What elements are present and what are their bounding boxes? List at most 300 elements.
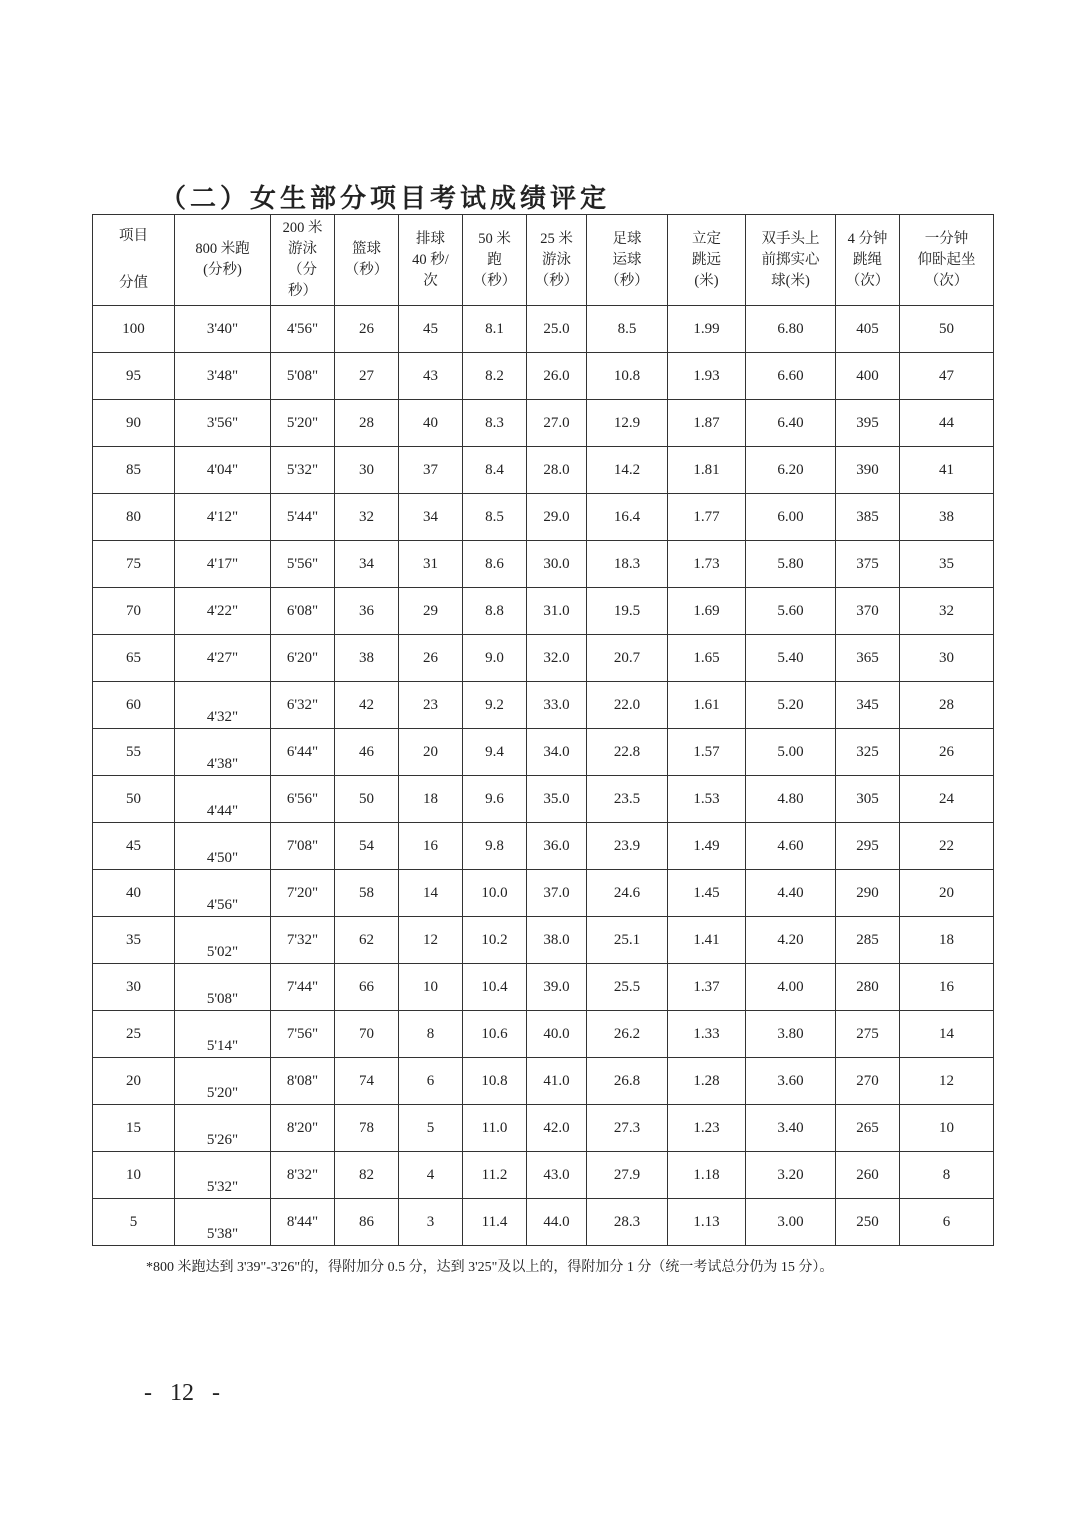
value-cell: 16.4: [587, 494, 668, 541]
column-header-line: （次）: [845, 272, 890, 289]
table-body: [93, 306, 994, 1246]
score-cell: 45: [93, 823, 175, 870]
value-cell: 18: [900, 917, 994, 964]
value-cell: 8: [399, 1011, 463, 1058]
value-cell: 5'32": [175, 1152, 271, 1199]
column-header: [836, 215, 900, 306]
value-cell: 5'38": [175, 1199, 271, 1246]
value-cell: 40.0: [527, 1011, 587, 1058]
value-cell: 50: [900, 306, 994, 353]
score-table: [92, 214, 994, 1246]
value-cell: 9.2: [463, 682, 527, 729]
value-cell: 1.81: [668, 447, 746, 494]
value-cell: 1.13: [668, 1199, 746, 1246]
value-cell: 7'44": [271, 964, 335, 1011]
value-cell: 66: [335, 964, 399, 1011]
value-cell: 9.0: [463, 635, 527, 682]
value-cell: 6: [900, 1199, 994, 1246]
value-cell: 20: [900, 870, 994, 917]
value-cell: 54: [335, 823, 399, 870]
value-cell: 4.40: [746, 870, 836, 917]
value-cell: 28: [900, 682, 994, 729]
value-cell: 7'20": [271, 870, 335, 917]
value-cell: 47: [900, 353, 994, 400]
value-cell: 9.8: [463, 823, 527, 870]
score-cell: 75: [93, 541, 175, 588]
value-cell: 36: [335, 588, 399, 635]
value-cell: 1.53: [668, 776, 746, 823]
value-cell: 6'44": [271, 729, 335, 776]
value-cell: 23: [399, 682, 463, 729]
header-corner-bottom: 分值: [119, 275, 148, 291]
value-cell: 70: [335, 1011, 399, 1058]
value-cell: 1.61: [668, 682, 746, 729]
value-cell: 3.80: [746, 1011, 836, 1058]
table-row: [93, 1105, 994, 1152]
score-cell: 30: [93, 964, 175, 1011]
value-cell: 46: [335, 729, 399, 776]
value-cell: 5'44": [271, 494, 335, 541]
column-header: [399, 215, 463, 306]
value-cell: 74: [335, 1058, 399, 1105]
column-header-line: 800 米跑: [195, 241, 250, 257]
value-cell: 305: [836, 776, 900, 823]
value-cell: 11.4: [463, 1199, 527, 1246]
score-cell: 40: [93, 870, 175, 917]
table-row: [93, 729, 994, 776]
value-cell: 10: [399, 964, 463, 1011]
value-cell: 25.5: [587, 964, 668, 1011]
value-cell: 290: [836, 870, 900, 917]
value-cell: 28.0: [527, 447, 587, 494]
value-cell: 34.0: [527, 729, 587, 776]
value-cell: 8.5: [463, 494, 527, 541]
value-cell: 29: [399, 588, 463, 635]
column-header-line: （次）: [924, 272, 969, 289]
score-cell: 90: [93, 400, 175, 447]
value-cell: 20.7: [587, 635, 668, 682]
value-cell: 1.93: [668, 353, 746, 400]
value-cell: 10.8: [587, 353, 668, 400]
table-row: [93, 823, 994, 870]
value-cell: 1.65: [668, 635, 746, 682]
column-header-line: 篮球: [352, 241, 381, 257]
value-cell: 30: [900, 635, 994, 682]
value-cell: 38: [900, 494, 994, 541]
value-cell: 400: [836, 353, 900, 400]
value-cell: 8'20": [271, 1105, 335, 1152]
column-header-line: 跳绳: [853, 251, 882, 268]
page-title: （二）女生部分项目考试成绩评定: [160, 184, 611, 214]
value-cell: 86: [335, 1199, 399, 1246]
value-cell: 1.87: [668, 400, 746, 447]
value-cell: 6.00: [746, 494, 836, 541]
value-cell: 5.60: [746, 588, 836, 635]
column-header-line: 25 米: [540, 230, 573, 247]
value-cell: 31.0: [527, 588, 587, 635]
value-cell: 8.5: [587, 306, 668, 353]
value-cell: 28: [335, 400, 399, 447]
value-cell: 12: [900, 1058, 994, 1105]
score-cell: 95: [93, 353, 175, 400]
value-cell: 1.49: [668, 823, 746, 870]
value-cell: 82: [335, 1152, 399, 1199]
score-cell: 60: [93, 682, 175, 729]
value-cell: 370: [836, 588, 900, 635]
value-cell: 5.80: [746, 541, 836, 588]
value-cell: 5.00: [746, 729, 836, 776]
value-cell: 38: [335, 635, 399, 682]
value-cell: 39.0: [527, 964, 587, 1011]
column-header: [463, 215, 527, 306]
header-corner: [93, 215, 175, 306]
value-cell: 3.20: [746, 1152, 836, 1199]
value-cell: 375: [836, 541, 900, 588]
value-cell: 32.0: [527, 635, 587, 682]
value-cell: 1.77: [668, 494, 746, 541]
header-corner-top: 项目: [119, 228, 148, 244]
value-cell: 1.99: [668, 306, 746, 353]
value-cell: 38.0: [527, 917, 587, 964]
value-cell: 1.33: [668, 1011, 746, 1058]
value-cell: 25.1: [587, 917, 668, 964]
value-cell: 27: [335, 353, 399, 400]
table-row: [93, 917, 994, 964]
table-row: [93, 776, 994, 823]
score-cell: 25: [93, 1011, 175, 1058]
value-cell: 4'56": [175, 870, 271, 917]
column-header-line: 立定: [692, 230, 721, 247]
score-cell: 65: [93, 635, 175, 682]
table-row: [93, 1199, 994, 1246]
value-cell: 3.60: [746, 1058, 836, 1105]
value-cell: 9.4: [463, 729, 527, 776]
value-cell: 45: [399, 306, 463, 353]
score-cell: 10: [93, 1152, 175, 1199]
column-header-line: 球(米): [771, 272, 810, 289]
value-cell: 42.0: [527, 1105, 587, 1152]
value-cell: 8'32": [271, 1152, 335, 1199]
column-header-line: 游泳: [542, 251, 571, 268]
value-cell: 10.2: [463, 917, 527, 964]
value-cell: 14: [399, 870, 463, 917]
value-cell: 14: [900, 1011, 994, 1058]
value-cell: 26.2: [587, 1011, 668, 1058]
table-row: [93, 447, 994, 494]
value-cell: 365: [836, 635, 900, 682]
value-cell: 41.0: [527, 1058, 587, 1105]
value-cell: 4'17": [175, 541, 271, 588]
value-cell: 1.41: [668, 917, 746, 964]
score-cell: 70: [93, 588, 175, 635]
value-cell: 4'27": [175, 635, 271, 682]
value-cell: 8.2: [463, 353, 527, 400]
value-cell: 10.4: [463, 964, 527, 1011]
value-cell: 5'32": [271, 447, 335, 494]
column-header-line: 4 分钟: [847, 230, 888, 247]
value-cell: 3: [399, 1199, 463, 1246]
value-cell: 4.60: [746, 823, 836, 870]
value-cell: 4: [399, 1152, 463, 1199]
value-cell: 11.0: [463, 1105, 527, 1152]
value-cell: 7'56": [271, 1011, 335, 1058]
column-header-line: 秒）: [288, 283, 317, 299]
value-cell: 8'44": [271, 1199, 335, 1246]
value-cell: 33.0: [527, 682, 587, 729]
value-cell: 260: [836, 1152, 900, 1199]
value-cell: 4'50": [175, 823, 271, 870]
value-cell: 10: [900, 1105, 994, 1152]
table-header-row: [93, 215, 994, 306]
value-cell: 16: [399, 823, 463, 870]
value-cell: 26: [399, 635, 463, 682]
score-cell: 85: [93, 447, 175, 494]
column-header-line: （分: [288, 262, 317, 278]
value-cell: 6.80: [746, 306, 836, 353]
column-header-line: 双手头上: [761, 230, 820, 247]
value-cell: 19.5: [587, 588, 668, 635]
value-cell: 4.20: [746, 917, 836, 964]
table-row: [93, 1058, 994, 1105]
value-cell: 34: [399, 494, 463, 541]
value-cell: 30.0: [527, 541, 587, 588]
value-cell: 395: [836, 400, 900, 447]
value-cell: 7'08": [271, 823, 335, 870]
column-header-line: 运球: [612, 251, 642, 268]
value-cell: 10.6: [463, 1011, 527, 1058]
value-cell: 295: [836, 823, 900, 870]
table-row: [93, 1011, 994, 1058]
column-header-line: (分秒): [203, 262, 242, 278]
table-row: [93, 1152, 994, 1199]
column-header: [527, 215, 587, 306]
value-cell: 4'38": [175, 729, 271, 776]
value-cell: 18: [399, 776, 463, 823]
value-cell: 6'20": [271, 635, 335, 682]
column-header: [668, 215, 746, 306]
value-cell: 11.2: [463, 1152, 527, 1199]
value-cell: 10.0: [463, 870, 527, 917]
value-cell: 24: [900, 776, 994, 823]
value-cell: 5: [399, 1105, 463, 1152]
value-cell: 58: [335, 870, 399, 917]
value-cell: 270: [836, 1058, 900, 1105]
value-cell: 385: [836, 494, 900, 541]
value-cell: 1.18: [668, 1152, 746, 1199]
value-cell: 4'12": [175, 494, 271, 541]
value-cell: 78: [335, 1105, 399, 1152]
value-cell: 16: [900, 964, 994, 1011]
table-row: [93, 635, 994, 682]
value-cell: 26: [335, 306, 399, 353]
column-header: [271, 215, 335, 306]
value-cell: 26.0: [527, 353, 587, 400]
score-cell: 55: [93, 729, 175, 776]
column-header-line: （秒）: [534, 272, 579, 289]
value-cell: 1.73: [668, 541, 746, 588]
value-cell: 22: [900, 823, 994, 870]
column-header-line: 前掷实心: [761, 251, 820, 268]
value-cell: 5'14": [175, 1011, 271, 1058]
value-cell: 8.6: [463, 541, 527, 588]
value-cell: 4'22": [175, 588, 271, 635]
value-cell: 22.0: [587, 682, 668, 729]
value-cell: 345: [836, 682, 900, 729]
column-header-line: （秒）: [472, 272, 517, 289]
value-cell: 1.28: [668, 1058, 746, 1105]
value-cell: 6.60: [746, 353, 836, 400]
column-header-line: 50 米: [478, 230, 511, 247]
value-cell: 40: [399, 400, 463, 447]
value-cell: 250: [836, 1199, 900, 1246]
footnote: *800 米跑达到 3'39"-3'26"的，得附加分 0.5 分，达到 3'25"及以上的，得附加分 1 分（统一考试总分仍为 15 分）。: [146, 1260, 834, 1275]
value-cell: 4.80: [746, 776, 836, 823]
value-cell: 35.0: [527, 776, 587, 823]
page-number: - 12 -: [144, 1380, 220, 1406]
value-cell: 4'44": [175, 776, 271, 823]
value-cell: 27.0: [527, 400, 587, 447]
table-row: [93, 964, 994, 1011]
column-header-line: 排球: [416, 230, 445, 247]
value-cell: 5'08": [175, 964, 271, 1011]
value-cell: 62: [335, 917, 399, 964]
column-header: [587, 215, 668, 306]
value-cell: 36.0: [527, 823, 587, 870]
value-cell: 5'56": [271, 541, 335, 588]
value-cell: 23.9: [587, 823, 668, 870]
value-cell: 25.0: [527, 306, 587, 353]
value-cell: 390: [836, 447, 900, 494]
column-header-line: 次: [423, 272, 438, 289]
value-cell: 24.6: [587, 870, 668, 917]
value-cell: 35: [900, 541, 994, 588]
value-cell: 265: [836, 1105, 900, 1152]
value-cell: 280: [836, 964, 900, 1011]
value-cell: 5.40: [746, 635, 836, 682]
value-cell: 50: [335, 776, 399, 823]
value-cell: 28.3: [587, 1199, 668, 1246]
value-cell: 5'08": [271, 353, 335, 400]
value-cell: 3'48": [175, 353, 271, 400]
value-cell: 6'56": [271, 776, 335, 823]
value-cell: 37: [399, 447, 463, 494]
column-header-line: 游泳: [288, 241, 317, 257]
value-cell: 5'20": [175, 1058, 271, 1105]
column-header-line: （秒）: [605, 272, 649, 289]
column-header: [746, 215, 836, 306]
value-cell: 41: [900, 447, 994, 494]
value-cell: 3.40: [746, 1105, 836, 1152]
value-cell: 31: [399, 541, 463, 588]
table-row: [93, 588, 994, 635]
value-cell: 20: [399, 729, 463, 776]
column-header-line: (米): [694, 272, 719, 289]
column-header-line: （秒）: [344, 262, 389, 278]
value-cell: 43: [399, 353, 463, 400]
column-header-line: 跳远: [692, 251, 721, 268]
value-cell: 26: [900, 729, 994, 776]
value-cell: 8.3: [463, 400, 527, 447]
value-cell: 29.0: [527, 494, 587, 541]
value-cell: 1.57: [668, 729, 746, 776]
table-row: [93, 353, 994, 400]
value-cell: 6'08": [271, 588, 335, 635]
value-cell: 42: [335, 682, 399, 729]
value-cell: 275: [836, 1011, 900, 1058]
value-cell: 12: [399, 917, 463, 964]
column-header-line: 40 秒/: [412, 251, 449, 268]
value-cell: 1.69: [668, 588, 746, 635]
table-row: [93, 494, 994, 541]
value-cell: 9.6: [463, 776, 527, 823]
value-cell: 8.8: [463, 588, 527, 635]
column-header-line: 足球: [612, 230, 642, 247]
value-cell: 27.3: [587, 1105, 668, 1152]
score-cell: 50: [93, 776, 175, 823]
value-cell: 27.9: [587, 1152, 668, 1199]
value-cell: 5'26": [175, 1105, 271, 1152]
table-row: [93, 306, 994, 353]
column-header-line: 跑: [487, 251, 502, 268]
value-cell: 405: [836, 306, 900, 353]
value-cell: 1.23: [668, 1105, 746, 1152]
column-header-line: 200 米: [282, 220, 323, 236]
value-cell: 43.0: [527, 1152, 587, 1199]
value-cell: 7'32": [271, 917, 335, 964]
value-cell: 285: [836, 917, 900, 964]
value-cell: 3.00: [746, 1199, 836, 1246]
value-cell: 32: [900, 588, 994, 635]
value-cell: 34: [335, 541, 399, 588]
value-cell: 44.0: [527, 1199, 587, 1246]
value-cell: 37.0: [527, 870, 587, 917]
value-cell: 3'40": [175, 306, 271, 353]
value-cell: 44: [900, 400, 994, 447]
value-cell: 5'02": [175, 917, 271, 964]
value-cell: 1.37: [668, 964, 746, 1011]
score-cell: 35: [93, 917, 175, 964]
value-cell: 23.5: [587, 776, 668, 823]
column-header: [175, 215, 271, 306]
value-cell: 12.9: [587, 400, 668, 447]
value-cell: 4'56": [271, 306, 335, 353]
value-cell: 22.8: [587, 729, 668, 776]
table-row: [93, 400, 994, 447]
value-cell: 26.8: [587, 1058, 668, 1105]
value-cell: 8.1: [463, 306, 527, 353]
value-cell: 6'32": [271, 682, 335, 729]
score-cell: 5: [93, 1199, 175, 1246]
value-cell: 18.3: [587, 541, 668, 588]
value-cell: 5'20": [271, 400, 335, 447]
value-cell: 14.2: [587, 447, 668, 494]
value-cell: 32: [335, 494, 399, 541]
value-cell: 8'08": [271, 1058, 335, 1105]
score-cell: 15: [93, 1105, 175, 1152]
value-cell: 30: [335, 447, 399, 494]
value-cell: 8: [900, 1152, 994, 1199]
score-cell: 20: [93, 1058, 175, 1105]
value-cell: 6.40: [746, 400, 836, 447]
value-cell: 325: [836, 729, 900, 776]
column-header-line: 仰卧起坐: [917, 251, 976, 268]
value-cell: 4'32": [175, 682, 271, 729]
value-cell: 4.00: [746, 964, 836, 1011]
value-cell: 10.8: [463, 1058, 527, 1105]
value-cell: 1.45: [668, 870, 746, 917]
score-cell: 80: [93, 494, 175, 541]
column-header: [335, 215, 399, 306]
